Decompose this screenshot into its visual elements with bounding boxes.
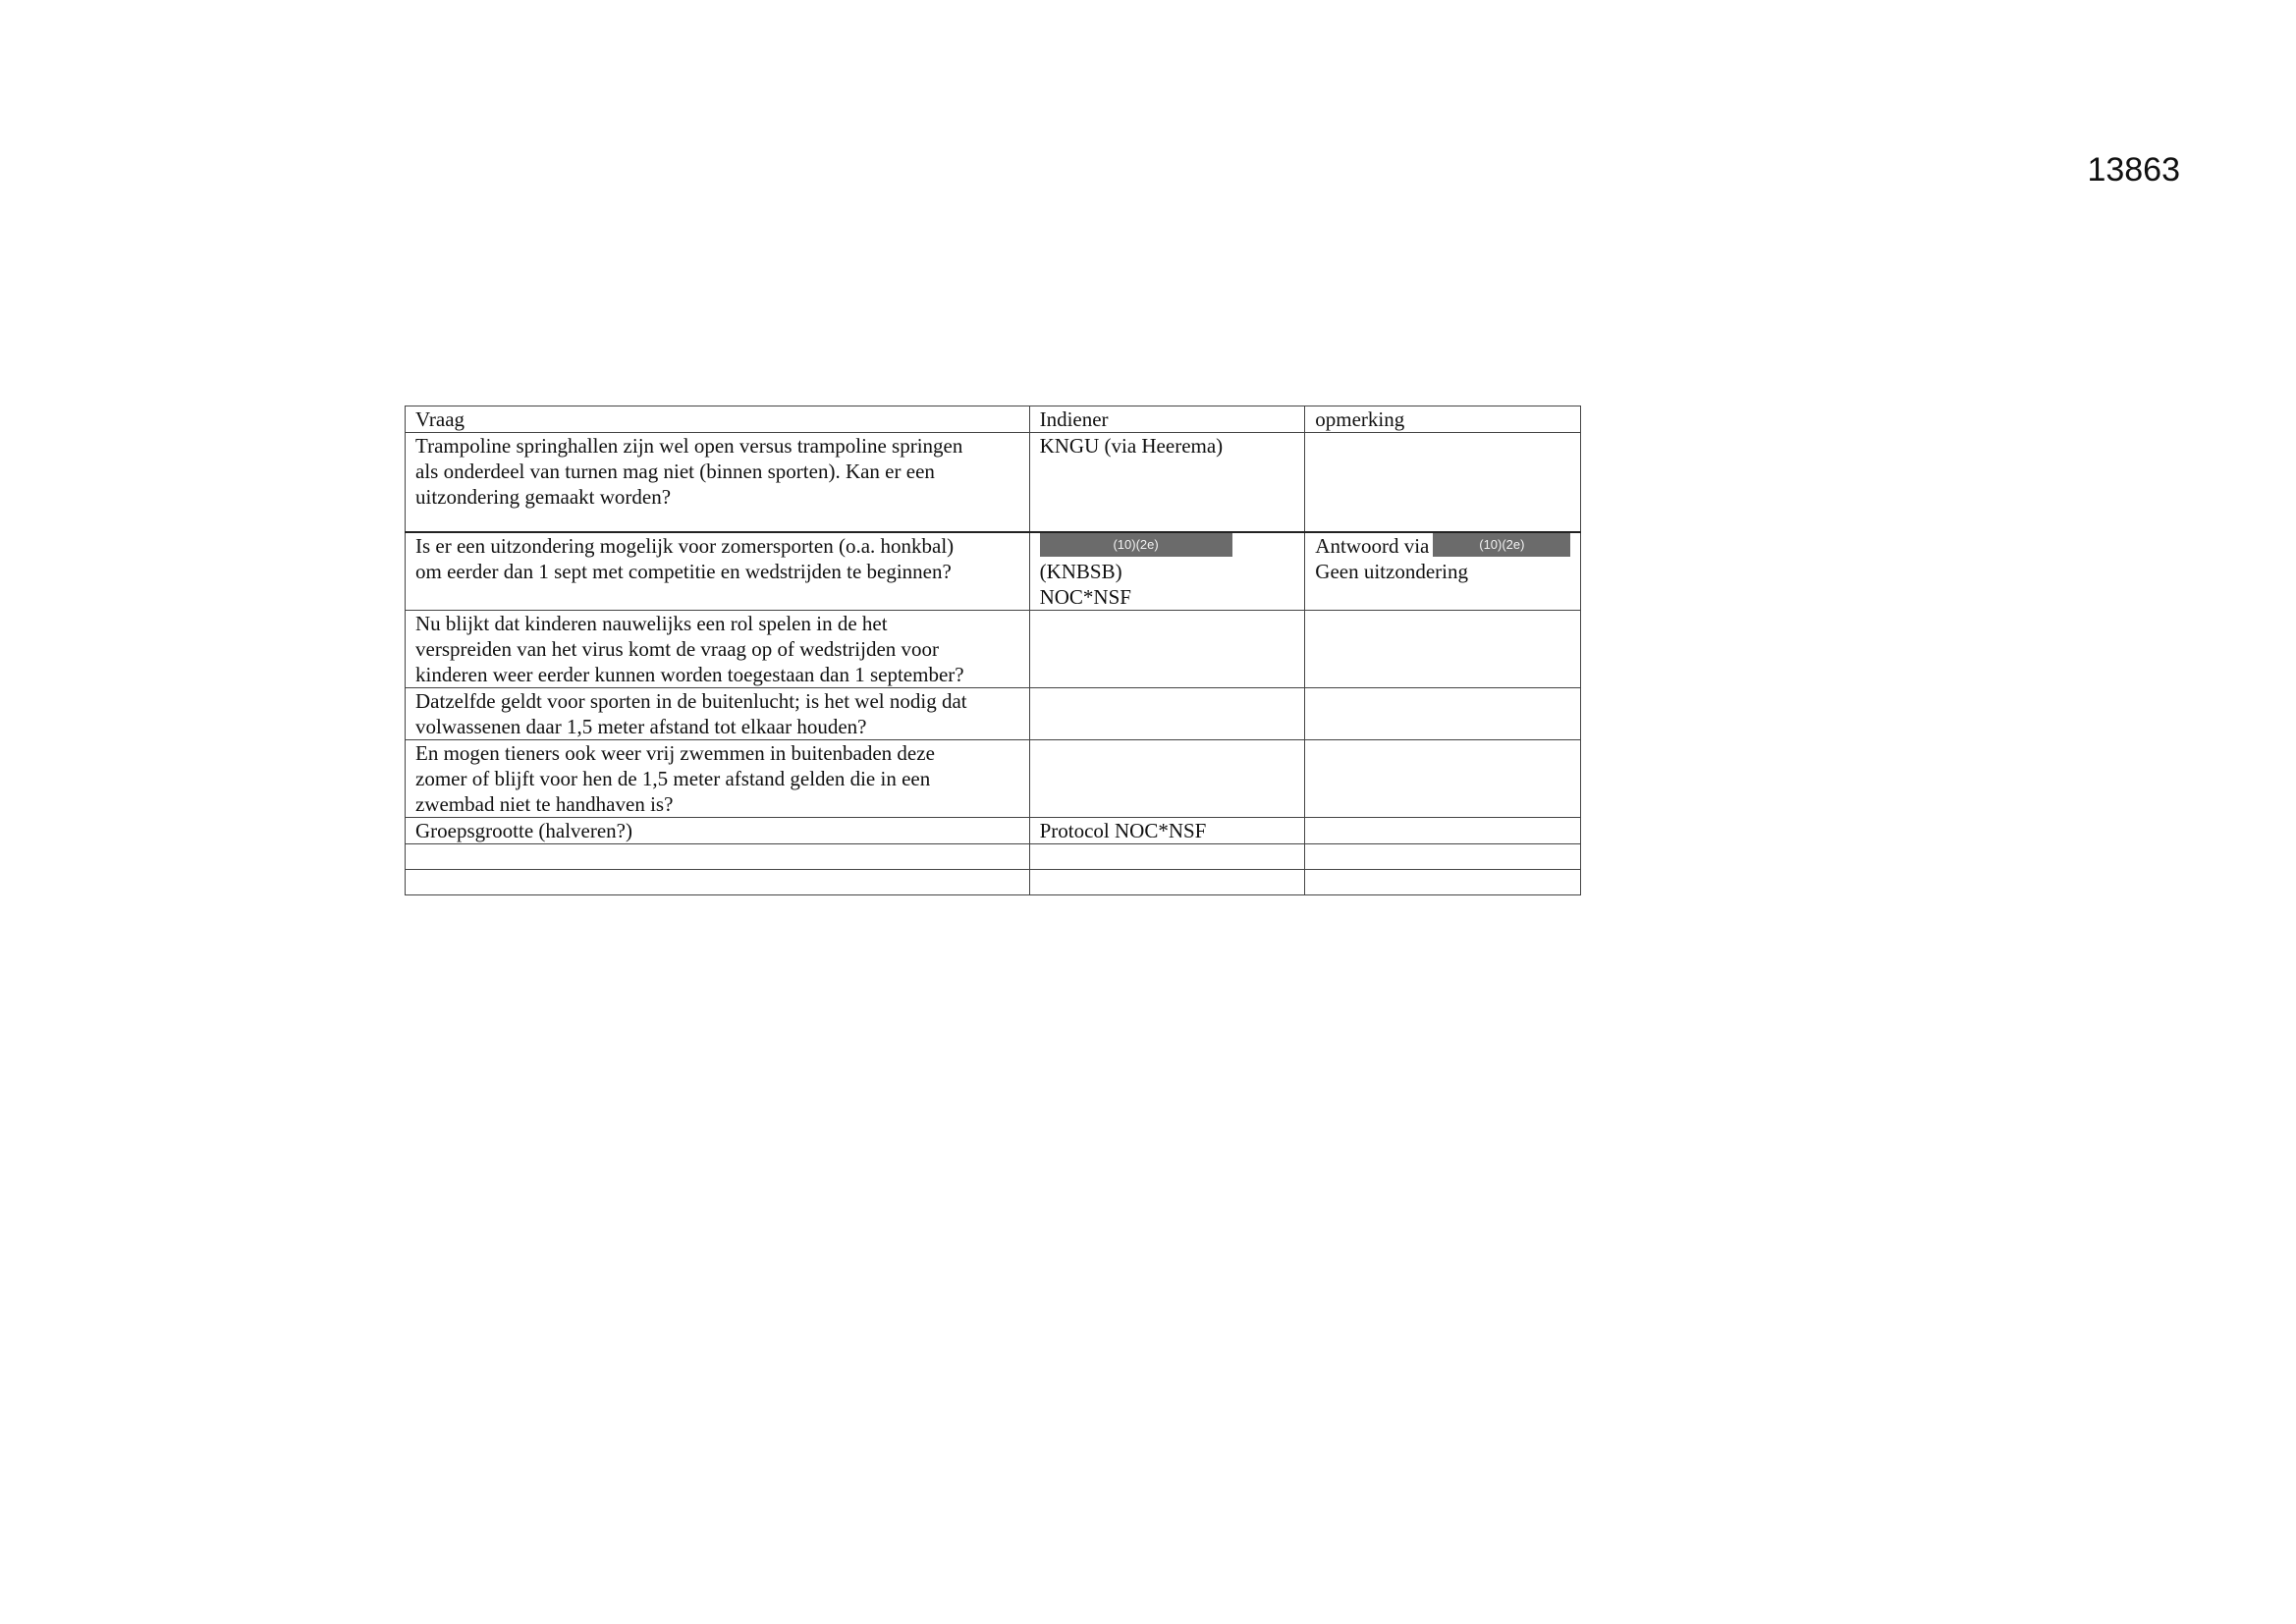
table-row <box>406 611 1581 688</box>
redaction-box: (10)(2e) <box>1433 533 1570 557</box>
question-text: zomer of blijft voor hen de 1,5 meter afstand gelden die in een <box>415 767 931 790</box>
remark-cell <box>1305 611 1581 688</box>
remark-cell <box>1305 818 1581 844</box>
question-text: als onderdeel van turnen mag niet (binnen sporten). Kan er een <box>415 460 935 483</box>
question-cell <box>406 433 1030 533</box>
header-remark: opmerking <box>1305 406 1581 433</box>
remark-cell <box>1305 532 1581 611</box>
empty-table-row <box>406 844 1581 870</box>
submitter-text: Protocol NOC*NSF <box>1039 819 1207 842</box>
remark-cell <box>1305 740 1581 818</box>
table-row <box>406 740 1581 818</box>
question-cell <box>406 532 1030 611</box>
question-cell <box>406 870 1030 895</box>
remark-cell <box>1305 870 1581 895</box>
submitter-cell <box>1029 433 1305 533</box>
question-text: Is er een uitzondering mogelijk voor zomersporten (o.a. honkbal) <box>415 534 955 558</box>
question-text: En mogen tieners ook weer vrij zwemmen in buitenbaden deze <box>415 741 935 765</box>
table-row <box>406 532 1581 611</box>
submitter-text: (KNBSB) <box>1039 560 1122 583</box>
remark-cell <box>1305 688 1581 740</box>
table-row <box>406 688 1581 740</box>
question-cell <box>406 818 1030 844</box>
submitter-cell <box>1029 740 1305 818</box>
question-cell <box>406 611 1030 688</box>
submitter-cell <box>1029 870 1305 895</box>
remark-cell <box>1305 844 1581 870</box>
remark-cell <box>1305 433 1581 533</box>
question-text: zwembad niet te handhaven is? <box>415 792 674 816</box>
submitter-cell <box>1029 611 1305 688</box>
header-submitter: Indiener <box>1029 406 1305 433</box>
submitter-text: KNGU (via Heerema) <box>1039 434 1224 458</box>
question-text: Groepsgrootte (halveren?) <box>415 819 632 842</box>
question-text: Trampoline springhallen zijn wel open versus trampoline springen <box>415 434 963 458</box>
submitter-cell <box>1029 532 1305 611</box>
question-text: Nu blijkt dat kinderen nauwelijks een rol spelen in de het <box>415 612 888 635</box>
header-question: Vraag <box>406 406 1030 433</box>
question-text: verspreiden van het virus komt de vraag op of wedstrijden voor <box>415 637 940 661</box>
redaction-box: (10)(2e) <box>1040 533 1232 557</box>
submitter-cell <box>1029 818 1305 844</box>
question-text: kinderen weer eerder kunnen worden toegestaan dan 1 september? <box>415 663 964 686</box>
submitter-text: NOC*NSF <box>1039 585 1131 609</box>
question-text: volwassenen daar 1,5 meter afstand tot elkaar houden? <box>415 715 867 738</box>
page-number: 13863 <box>2087 151 2180 189</box>
remark-text: Geen uitzondering <box>1315 560 1468 583</box>
question-cell <box>406 688 1030 740</box>
table-row <box>406 433 1581 533</box>
question-text: uitzondering gemaakt worden? <box>415 485 672 509</box>
questions-table <box>405 406 1581 895</box>
question-cell <box>406 740 1030 818</box>
submitter-cell <box>1029 688 1305 740</box>
question-text: om eerder dan 1 sept met competitie en wedstrijden te beginnen? <box>415 560 952 583</box>
empty-table-row <box>406 870 1581 895</box>
question-cell <box>406 844 1030 870</box>
table-header-row <box>406 406 1581 433</box>
remark-text: Antwoord via <box>1315 534 1430 558</box>
submitter-cell <box>1029 844 1305 870</box>
table-row <box>406 818 1581 844</box>
question-text: Datzelfde geldt voor sporten in de buitenlucht; is het wel nodig dat <box>415 689 967 713</box>
